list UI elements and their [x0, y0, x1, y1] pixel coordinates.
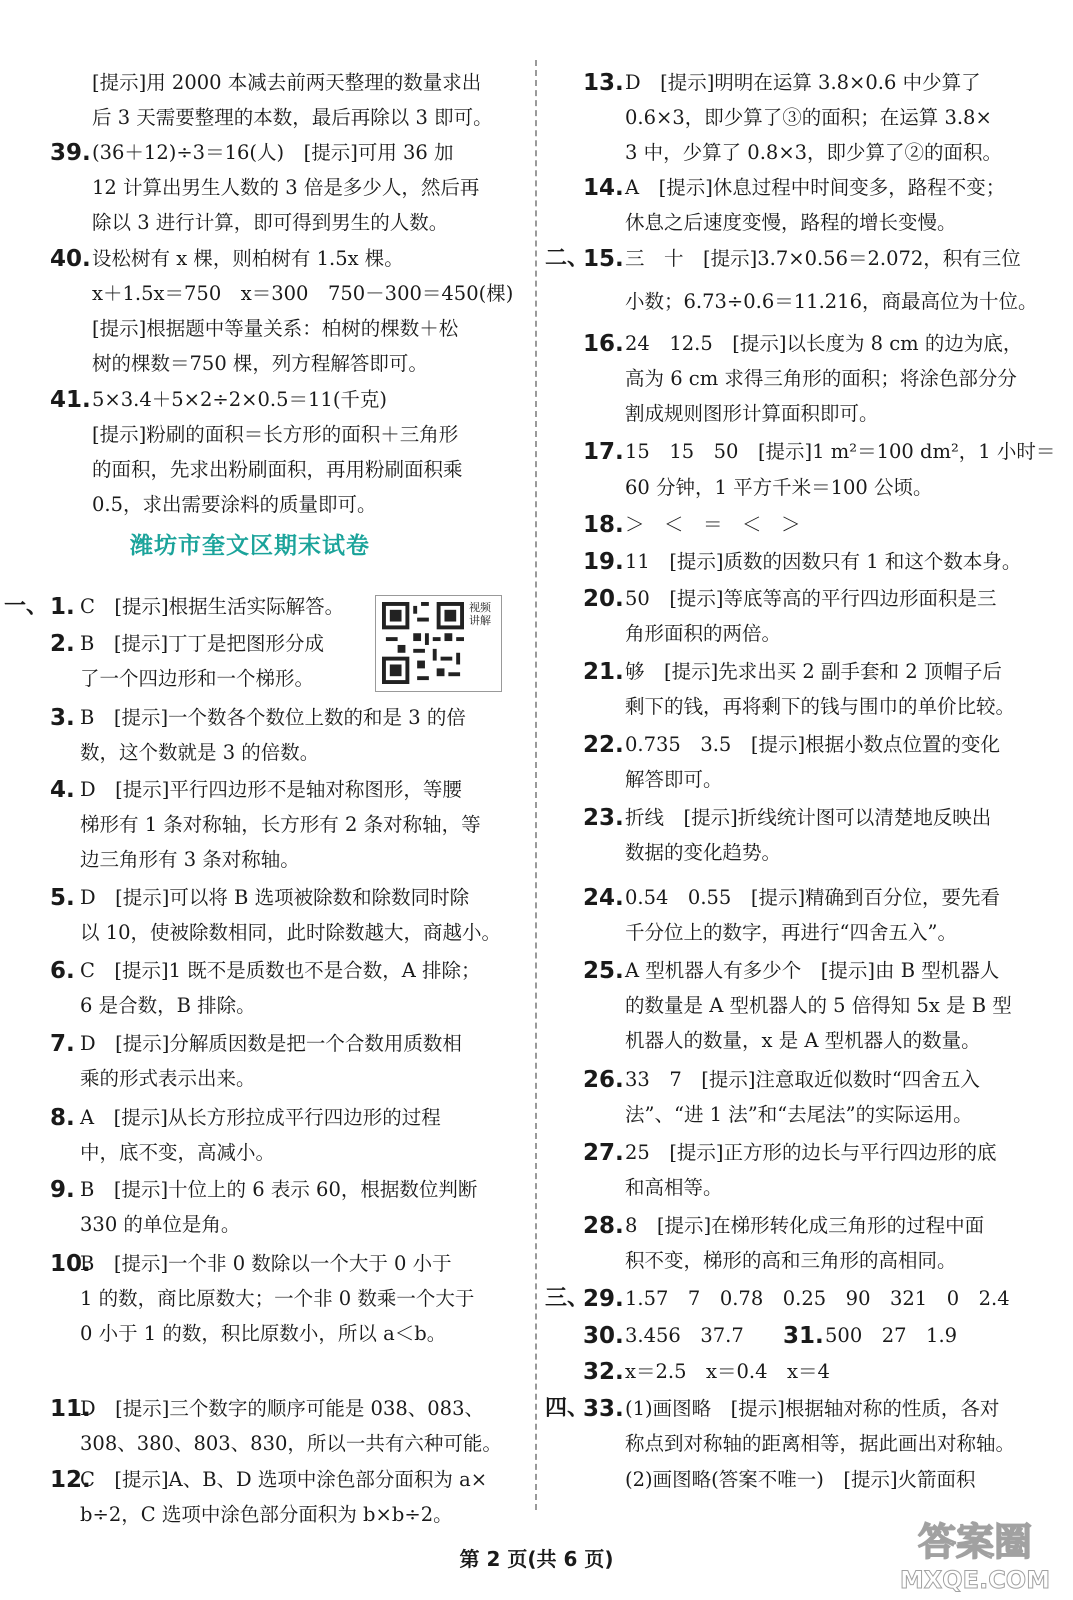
question-number: 10.	[50, 1251, 91, 1277]
column-divider	[535, 60, 537, 1510]
question-number: 2.	[50, 631, 75, 657]
qr-caption: 视频讲解	[469, 601, 491, 627]
question-number: 25.	[583, 958, 624, 984]
answer-line: 数，这个数就是 3 的倍数。	[80, 741, 320, 764]
answer-line: 330 的单位是角。	[80, 1213, 241, 1236]
question-number: 29.	[583, 1286, 624, 1312]
question-number: 27.	[583, 1140, 624, 1166]
question-number: 23.	[583, 805, 624, 831]
answer-line: 千分位上的数字，再进行“四舍五入”。	[625, 921, 957, 944]
answer-line: A 型机器人有多少个 [提示]由 B 型机器人	[625, 959, 1000, 982]
answer-line: 树的棵数＝750 棵，列方程解答即可。	[92, 352, 428, 375]
answer-line: [提示]根据题中等量关系：柏树的棵数＋松	[92, 317, 459, 340]
answer-line: x＋1.5x＝750 x＝300 750－300＝450(棵)	[92, 282, 514, 305]
answer-line: 0.6×3，即少算了③的面积；在运算 3.8×	[625, 106, 992, 129]
answer-line: B [提示]一个数各个数位上数的和是 3 的倍	[80, 706, 466, 729]
question-number: 15.	[583, 246, 624, 272]
answer-line: 5×3.4＋5×2÷2×0.5＝11(千克)	[92, 388, 388, 411]
answer-line: 24 12.5 [提示]以长度为 8 cm 的边为底，	[625, 332, 1023, 355]
question-number: 30.	[583, 1323, 624, 1349]
answer-line: C [提示]根据生活实际解答。	[80, 595, 345, 618]
question-number: 1.	[50, 594, 75, 620]
answer-line: 设松树有 x 棵，则柏树有 1.5x 棵。	[92, 247, 404, 270]
answer-line: (2)画图略(答案不唯一) [提示]火箭面积	[625, 1468, 976, 1491]
question-number: 20.	[583, 586, 624, 612]
page-footer: 第 2 页(共 6 页)	[459, 1547, 614, 1571]
answer-line: 梯形有 1 条对称轴，长方形有 2 条对称轴，等	[80, 813, 481, 836]
question-number: 11.	[50, 1396, 91, 1422]
question-number: 24.	[583, 885, 624, 911]
question-number: 7.	[50, 1031, 75, 1057]
answer-line: D [提示]平行四边形不是轴对称图形，等腰	[80, 778, 462, 801]
answer-line: 乘的形式表示出来。	[80, 1067, 256, 1090]
answer-line: (1)画图略 [提示]根据轴对称的性质，各对	[625, 1397, 1000, 1420]
question-number: 19.	[583, 549, 624, 575]
answer-line: 称点到对称轴的距离相等，据此画出对称轴。	[625, 1432, 1016, 1455]
answer-line: 的面积，先求出粉刷面积，再用粉刷面积乘	[92, 458, 463, 481]
watermark-text: 答案圈	[917, 1520, 1033, 1564]
section-mark: 二、	[545, 246, 590, 271]
answer-line: 高为 6 cm 求得三角形的面积；将涂色部分分	[625, 367, 1017, 390]
question-number: 6.	[50, 958, 75, 984]
answer-line: 1 的数，商比原数大；一个非 0 数乘一个大于	[80, 1287, 475, 1310]
answer-line: b÷2，C 选项中涂色部分面积为 b×b÷2。	[80, 1503, 453, 1526]
answer-line: D [提示]三个数字的顺序可能是 038、083、	[80, 1397, 484, 1420]
question-number: 18.	[583, 512, 624, 538]
answer-line: 25 [提示]正方形的边长与平行四边形的底	[625, 1141, 997, 1164]
answer-line: 数据的变化趋势。	[625, 841, 782, 864]
question-number: 22.	[583, 732, 624, 758]
section-title: 潍坊市奎文区期末试卷	[130, 533, 370, 559]
answer-line: C [提示]A、B、D 选项中涂色部分面积为 a×	[80, 1468, 488, 1491]
answer-line: B [提示]十位上的 6 表示 60，根据数位判断	[80, 1178, 478, 1201]
answer-line: 0.54 0.55 [提示]精确到百分位，要先看	[625, 886, 1001, 909]
answer-line: A [提示]休息过程中时间变多，路程不变；	[625, 176, 1006, 199]
answer-line: 308、380、803、830，所以一共有六种可能。	[80, 1432, 502, 1455]
answer-line: 机器人的数量，x 是 A 型机器人的数量。	[625, 1029, 981, 1052]
watermark-url: MXQE.COM	[899, 1566, 1051, 1594]
answer-line: [提示]粉刷的面积＝长方形的面积＋三角形	[92, 423, 459, 446]
section-mark: 一、	[4, 594, 49, 619]
answer-line: 边三角形有 3 条对称轴。	[80, 848, 300, 871]
answer-line: 法”、“进 1 法”和“去尾法”的实际运用。	[625, 1103, 973, 1126]
answer-line: x＝2.5 x＝0.4 x＝4	[625, 1360, 830, 1383]
answer-line: 15 15 50 [提示]1 m²＝100 dm²，1 小时＝	[625, 440, 1056, 463]
qr-code-icon	[382, 602, 464, 684]
answer-line: 角形面积的两倍。	[625, 622, 782, 645]
question-number: 3.	[50, 705, 75, 731]
answer-line: 3.456 37.7	[625, 1324, 744, 1347]
answer-line: D [提示]可以将 B 选项被除数和除数同时除	[80, 886, 470, 909]
answer-line: 50 [提示]等底等高的平行四边形面积是三	[625, 587, 997, 610]
answer-line: 33 7 [提示]注意取近似数时“四舍五入	[625, 1068, 980, 1091]
answer-line: D [提示]分解质因数是把一个合数用质数相	[80, 1032, 462, 1055]
answer-line: B [提示]丁丁是把图形分成	[80, 632, 325, 655]
question-number: 4.	[50, 777, 75, 803]
question-number: 33.	[583, 1396, 624, 1422]
answer-line: 中，底不变，高减小。	[80, 1141, 276, 1164]
answer-line: 0.5，求出需要涂料的质量即可。	[92, 493, 377, 516]
watermark-logo-icon	[880, 1510, 1070, 1595]
question-number: 31.	[783, 1323, 824, 1349]
question-number: 26.	[583, 1067, 624, 1093]
answer-line: 11 [提示]质数的因数只有 1 和这个数本身。	[625, 550, 1022, 573]
answer-line: 1.57 7 0.78 0.25 90 321 0 2.4	[625, 1287, 1010, 1310]
answer-line: 500 27 1.9	[825, 1324, 958, 1347]
answer-line: 6 是合数，B 排除。	[80, 994, 256, 1017]
answer-line: 小数；6.73÷0.6＝11.216，商最高位为十位。	[625, 290, 1038, 313]
answer-line: 够 [提示]先求出买 2 副手套和 2 顶帽子后	[625, 660, 1002, 683]
answer-line: 后 3 天需要整理的本数，最后再除以 3 即可。	[92, 106, 493, 129]
question-number: 14.	[583, 175, 624, 201]
section-mark: 三、	[545, 1286, 590, 1311]
answer-line: 0.735 3.5 [提示]根据小数点位置的变化	[625, 733, 1001, 756]
question-number: 39.	[50, 140, 91, 166]
section-mark: 四、	[545, 1396, 590, 1421]
question-number: 17.	[583, 439, 624, 465]
answer-line: 休息之后速度变慢，路程的增长变慢。	[625, 211, 957, 234]
answer-line: 8 [提示]在梯形转化成三角形的过程中面	[625, 1214, 985, 1237]
answer-line: 折线 [提示]折线统计图可以清楚地反映出	[625, 806, 992, 829]
question-number: 16.	[583, 331, 624, 357]
answer-line: 60 分钟，1 平方千米＝100 公顷。	[625, 476, 933, 499]
question-number: 28.	[583, 1213, 624, 1239]
answer-line: 除以 3 进行计算，即可得到男生的人数。	[92, 211, 449, 234]
answer-line: 12 计算出男生人数的 3 倍是多少人，然后再	[92, 176, 480, 199]
answer-line: 剩下的钱，再将剩下的钱与围巾的单价比较。	[625, 695, 1016, 718]
question-number: 9.	[50, 1177, 75, 1203]
answer-line: 和高相等。	[625, 1176, 723, 1199]
answer-line: 了一个四边形和一个梯形。	[80, 667, 315, 690]
question-number: 40.	[50, 246, 91, 272]
question-number: 21.	[583, 659, 624, 685]
question-number: 32.	[583, 1359, 624, 1385]
question-number: 12.	[50, 1467, 91, 1493]
question-number: 8.	[50, 1105, 75, 1131]
answer-line: A [提示]从长方形拉成平行四边形的过程	[80, 1106, 441, 1129]
question-number: 41.	[50, 387, 91, 413]
answer-line: D [提示]明明在运算 3.8×0.6 中少算了	[625, 71, 981, 94]
answer-line: 三 十 [提示]3.7×0.56＝2.072，积有三位	[625, 247, 1021, 270]
answer-line: 3 中，少算了 0.8×3，即少算了②的面积。	[625, 141, 1003, 164]
answer-line: B [提示]一个非 0 数除以一个大于 0 小于	[80, 1252, 452, 1275]
answer-line: (36＋12)÷3＝16(人) [提示]可用 36 加	[92, 141, 454, 164]
answer-line: ＞ ＜ ＝ ＜ ＞	[625, 513, 801, 536]
question-number: 13.	[583, 70, 624, 96]
qr-code-box[interactable]	[375, 595, 502, 692]
answer-line: 解答即可。	[625, 768, 723, 791]
answer-line: 以 10，使被除数相同，此时除数越大，商越小。	[80, 921, 502, 944]
question-number: 5.	[50, 885, 75, 911]
answer-line: C [提示]1 既不是质数也不是合数，A 排除；	[80, 959, 481, 982]
answer-line: 积不变，梯形的高和三角形的高相同。	[625, 1249, 957, 1272]
answer-line: 的数量是 A 型机器人的 5 倍得知 5x 是 B 型	[625, 994, 1012, 1017]
answer-line: 割成规则图形计算面积即可。	[625, 402, 879, 425]
answer-line: [提示]用 2000 本减去前两天整理的数量求出	[92, 71, 482, 94]
answer-line: 0 小于 1 的数，积比原数小，所以 a＜b。	[80, 1322, 447, 1345]
